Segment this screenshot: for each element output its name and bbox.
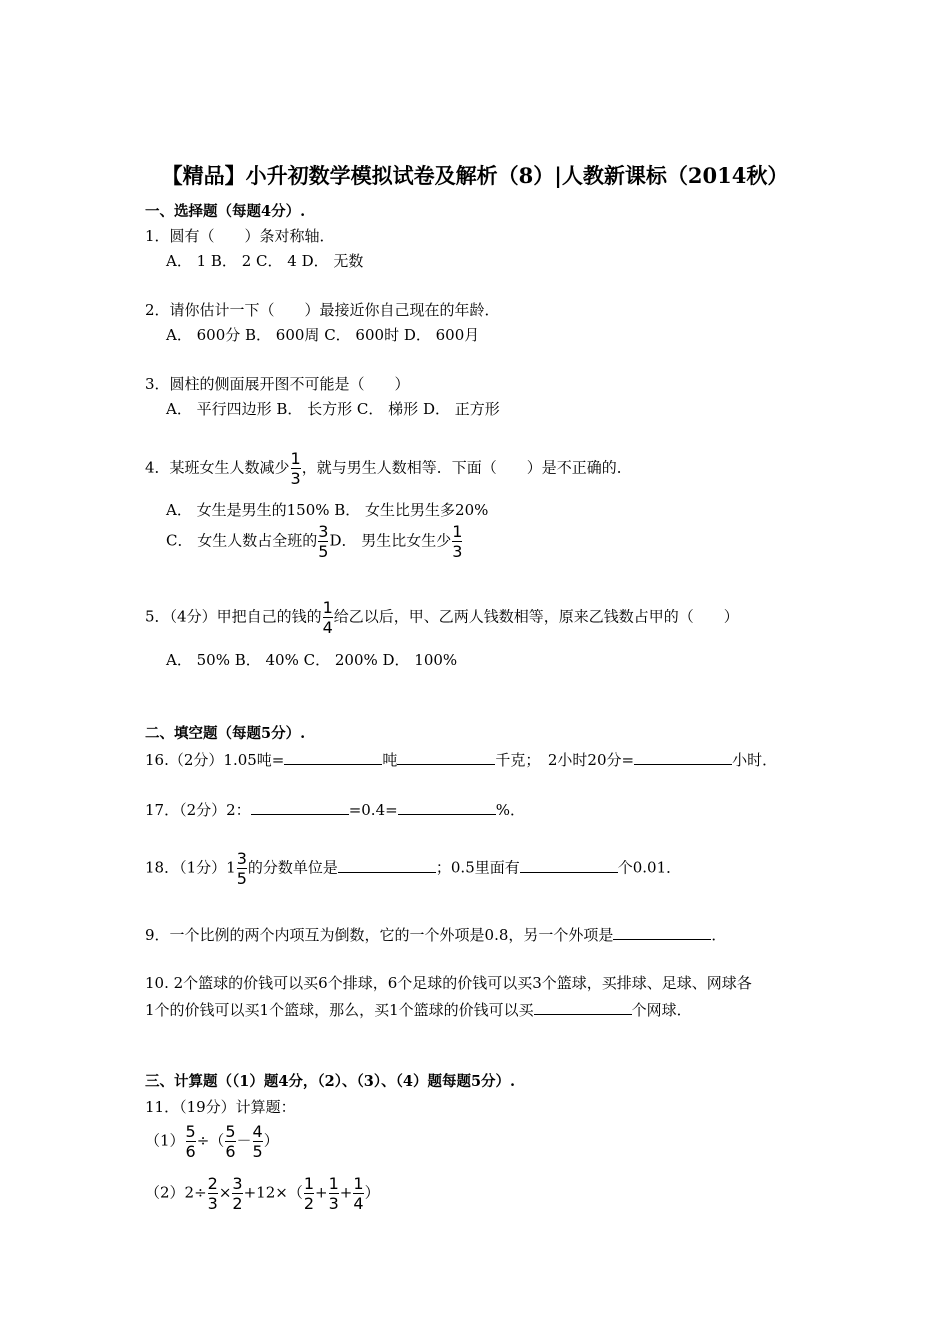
question-18-text-b: 的分数单位是 <box>247 858 338 877</box>
question-9-text-a: 9．一个比例的两个内项互为倒数，它的一个外项是0.8，另一个外项是 <box>145 926 614 944</box>
operator: ） <box>263 1131 279 1150</box>
question-5-options: A． 50% B． 40% C． 200% D． 100% <box>166 651 458 669</box>
question-10-text-a: 1个的价钱可以买1个篮球，那么，买1个篮球的价钱可以买 <box>145 1001 534 1019</box>
fraction-numerator: 1 <box>290 449 301 468</box>
fraction <box>291 449 301 488</box>
question-16 <box>145 749 777 770</box>
operator: － <box>236 1131 252 1150</box>
question-4-stem-b: ，就与男生人数相等．下面（ ）是不正确的． <box>301 458 632 477</box>
question-2-stem: 2．请你估计一下（ ）最接近你自己现在的年龄． <box>145 301 500 319</box>
question-16-text-d: 小时． <box>732 751 778 769</box>
question-17 <box>145 799 525 820</box>
fraction-denominator: 5 <box>236 869 247 888</box>
fraction <box>186 1122 196 1161</box>
fraction-denominator: 2 <box>232 1194 243 1213</box>
fraction-denominator: 2 <box>303 1194 315 1213</box>
question-2-options: A． 600分 B． 600周 C． 600时 D． 600月 <box>166 326 480 344</box>
fraction-denominator: 3 <box>328 1194 339 1213</box>
fraction-denominator: 3 <box>452 542 463 561</box>
fraction-numerator: 3 <box>236 849 247 868</box>
fraction <box>232 1174 242 1213</box>
fraction-denominator: 6 <box>225 1142 236 1161</box>
fraction-numerator: 3 <box>318 522 329 541</box>
answer-blank[interactable] <box>251 799 349 815</box>
answer-blank[interactable] <box>613 924 711 940</box>
fraction-denominator: 5 <box>252 1142 263 1161</box>
answer-blank[interactable] <box>520 857 618 873</box>
fraction-numerator: 4 <box>252 1122 263 1141</box>
section-heading-fill: 二、填空题（每题5分）. <box>145 725 306 742</box>
fraction <box>452 522 462 561</box>
fraction-numerator: 2 <box>207 1174 218 1193</box>
question-18-text-c: ；0.5里面有 <box>435 858 520 877</box>
fraction <box>225 1122 235 1161</box>
question-17-text-a: 17．（2分）2： <box>145 801 251 819</box>
part-label: （2）2÷ <box>145 1183 207 1202</box>
fraction-numerator: 5 <box>225 1122 236 1141</box>
question-11-stem: 11．（19分）计算题： <box>145 1098 296 1116</box>
answer-blank[interactable] <box>397 749 495 765</box>
question-11-part-2 <box>145 1174 380 1213</box>
question-4-stem <box>145 449 632 488</box>
section-heading-calc: 三、计算题（（1）题4分，（2）、（3）、（4）题每题5分）. <box>145 1073 516 1090</box>
fraction-denominator: 4 <box>353 1194 364 1213</box>
fraction-numerator: 1 <box>303 1174 315 1193</box>
operator: ） <box>364 1183 380 1202</box>
section-heading-choice: 一、选择题（每题4分）. <box>145 203 306 220</box>
question-3-options: A． 平行四边形 B． 长方形 C． 梯形 D． 正方形 <box>166 400 500 418</box>
question-17-text-c: %． <box>495 801 525 819</box>
fraction-denominator: 6 <box>185 1142 196 1161</box>
question-1-options: A． 1 B． 2 C． 4 D． 无数 <box>166 252 364 270</box>
fraction <box>253 1122 263 1161</box>
fraction <box>237 849 247 888</box>
question-16-text-b: 吨 <box>382 751 398 769</box>
fraction-numerator: 1 <box>452 522 463 541</box>
question-16-text-c: 千克； 2小时20分= <box>495 751 635 769</box>
question-17-text-b: =0.4= <box>348 801 398 819</box>
question-9-text-b: ． <box>711 926 727 944</box>
fraction <box>329 1174 339 1213</box>
question-4-options-ab: A． 女生是男生的150% B． 女生比男生多20% <box>166 501 489 519</box>
fraction <box>208 1174 218 1213</box>
question-10-line-2 <box>145 999 692 1020</box>
fraction-numerator: 1 <box>322 598 333 617</box>
fraction-denominator: 5 <box>318 542 329 561</box>
question-4-option-d: D． 男生比女生少 <box>329 531 452 550</box>
question-5-stem-b: 给乙以后，甲、乙两人钱数相等，原来乙钱数占甲的（ ） <box>333 607 739 626</box>
part-label: （1） <box>145 1131 185 1150</box>
fraction-denominator: 3 <box>290 469 301 488</box>
question-10-line-1: 10. 2个篮球的价钱可以买6个排球，6个足球的价钱可以买3个篮球，买排球、足球、网球各 <box>145 974 752 992</box>
answer-blank[interactable] <box>284 749 382 765</box>
fraction <box>353 1174 363 1213</box>
page-title: 【精品】小升初数学模拟试卷及解析（8）|人教新课标（2014秋） <box>161 163 789 188</box>
question-5-stem-a: 5．（4分）甲把自己的钱的 <box>145 607 322 626</box>
question-5-stem <box>145 598 739 637</box>
answer-blank[interactable] <box>534 999 632 1015</box>
question-18-text-a: 18．（1分）1 <box>145 858 236 877</box>
operator: + <box>339 1183 353 1202</box>
question-4-options-cd <box>166 522 463 561</box>
answer-blank[interactable] <box>634 749 732 765</box>
fraction-numerator: 5 <box>185 1122 196 1141</box>
question-4-option-c: C． 女生人数占全班的 <box>166 531 318 550</box>
question-9 <box>145 924 726 945</box>
question-16-text-a: 16.（2分）1.05吨= <box>145 751 285 769</box>
fraction <box>323 598 333 637</box>
question-11-part-1 <box>145 1122 279 1161</box>
fraction-numerator: 1 <box>328 1174 339 1193</box>
fraction <box>318 522 328 561</box>
fraction-denominator: 3 <box>207 1194 218 1213</box>
operator: ÷（ <box>196 1131 225 1150</box>
fraction-denominator: 4 <box>322 618 333 637</box>
operator: +12×（ <box>243 1183 303 1202</box>
answer-blank[interactable] <box>398 799 496 815</box>
question-10-text-b: 个网球． <box>631 1001 692 1019</box>
question-18 <box>145 849 681 888</box>
fraction <box>304 1174 314 1213</box>
question-3-stem: 3．圆柱的侧面展开图不可能是（ ） <box>145 375 410 393</box>
question-1-stem: 1．圆有（ ）条对称轴． <box>145 227 335 245</box>
fraction-numerator: 3 <box>232 1174 243 1193</box>
fraction-numerator: 1 <box>353 1174 364 1193</box>
question-4-stem-a: 4．某班女生人数减少 <box>145 458 290 477</box>
question-18-text-d: 个0.01． <box>617 858 682 877</box>
operator: + <box>315 1183 328 1202</box>
answer-blank[interactable] <box>338 857 436 873</box>
operator: × <box>218 1183 232 1202</box>
